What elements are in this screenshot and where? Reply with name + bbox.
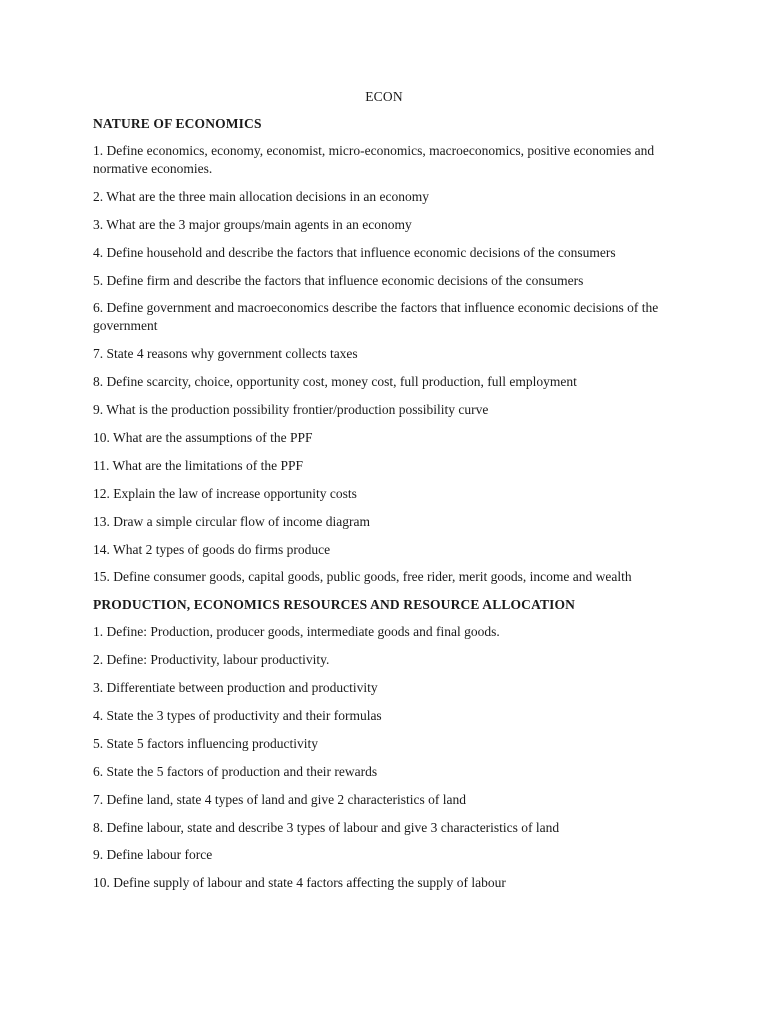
- list-item: 1. Define: Production, producer goods, intermediate goods and final goods.: [93, 624, 500, 640]
- section-heading: PRODUCTION, ECONOMICS RESOURCES AND RESOURCE ALLOCATION: [93, 597, 576, 613]
- list-item: 12. Explain the law of increase opportunity costs: [93, 485, 357, 501]
- list-item: 3. Differentiate between production and productivity: [93, 680, 378, 696]
- list-item: 14. What 2 types of goods do firms produce: [93, 541, 331, 557]
- list-item: 11. What are the limitations of the PPF: [93, 457, 303, 473]
- list-item: 4. Define household and describe the factors that influence economic decisions of the consumers: [93, 244, 616, 260]
- list-item: 1. Define economics, economy, economist, micro-economics, macroeconomics, positive economies and normative economies.: [93, 143, 655, 176]
- list-item: 8. Define scarcity, choice, opportunity cost, money cost, full production, full employment: [93, 374, 577, 390]
- list-item: 9. Define labour force: [93, 847, 213, 863]
- list-item: 8. Define labour, state and describe 3 types of labour and give 3 characteristics of land: [93, 819, 560, 835]
- list-item: 9. What is the production possibility frontier/production possibility curve: [93, 402, 489, 418]
- list-item: 2. Define: Productivity, labour productivity.: [93, 652, 330, 668]
- list-item: 13. Draw a simple circular flow of income diagram: [93, 513, 371, 529]
- document-body: [93, 115, 673, 902]
- list-item: 3. What are the 3 major groups/main agents in an economy: [93, 216, 412, 232]
- section-nature-of-economics: [93, 115, 673, 586]
- list-item: 7. Define land, state 4 types of land and give 2 characteristics of land: [93, 791, 466, 807]
- list-item: 6. Define government and macroeconomics describe the factors that influence economic decisions of the government: [93, 300, 659, 334]
- list-item: 7. State 4 reasons why government collects taxes: [93, 346, 358, 362]
- document-title: ECON: [365, 89, 403, 104]
- list-item: 15. Define consumer goods, capital goods, public goods, free rider, merit goods, income and wealth: [93, 569, 632, 585]
- list-item: 6. State the 5 factors of production and their rewards: [93, 763, 378, 779]
- section-heading: NATURE OF ECONOMICS: [93, 116, 262, 131]
- list-item: 10. What are the assumptions of the PPF: [93, 430, 313, 446]
- list-item: 4. State the 3 types of productivity and their formulas: [93, 708, 382, 724]
- list-item: 5. State 5 factors influencing productivity: [93, 735, 318, 751]
- list-item: 2. What are the three main allocation decisions in an economy: [93, 188, 430, 204]
- list-item: 10. Define supply of labour and state 4 factors affecting the supply of labour: [93, 875, 506, 891]
- list-item: 5. Define firm and describe the factors that influence economic decisions of the consumers: [93, 272, 584, 288]
- section-production-resources: [93, 596, 673, 892]
